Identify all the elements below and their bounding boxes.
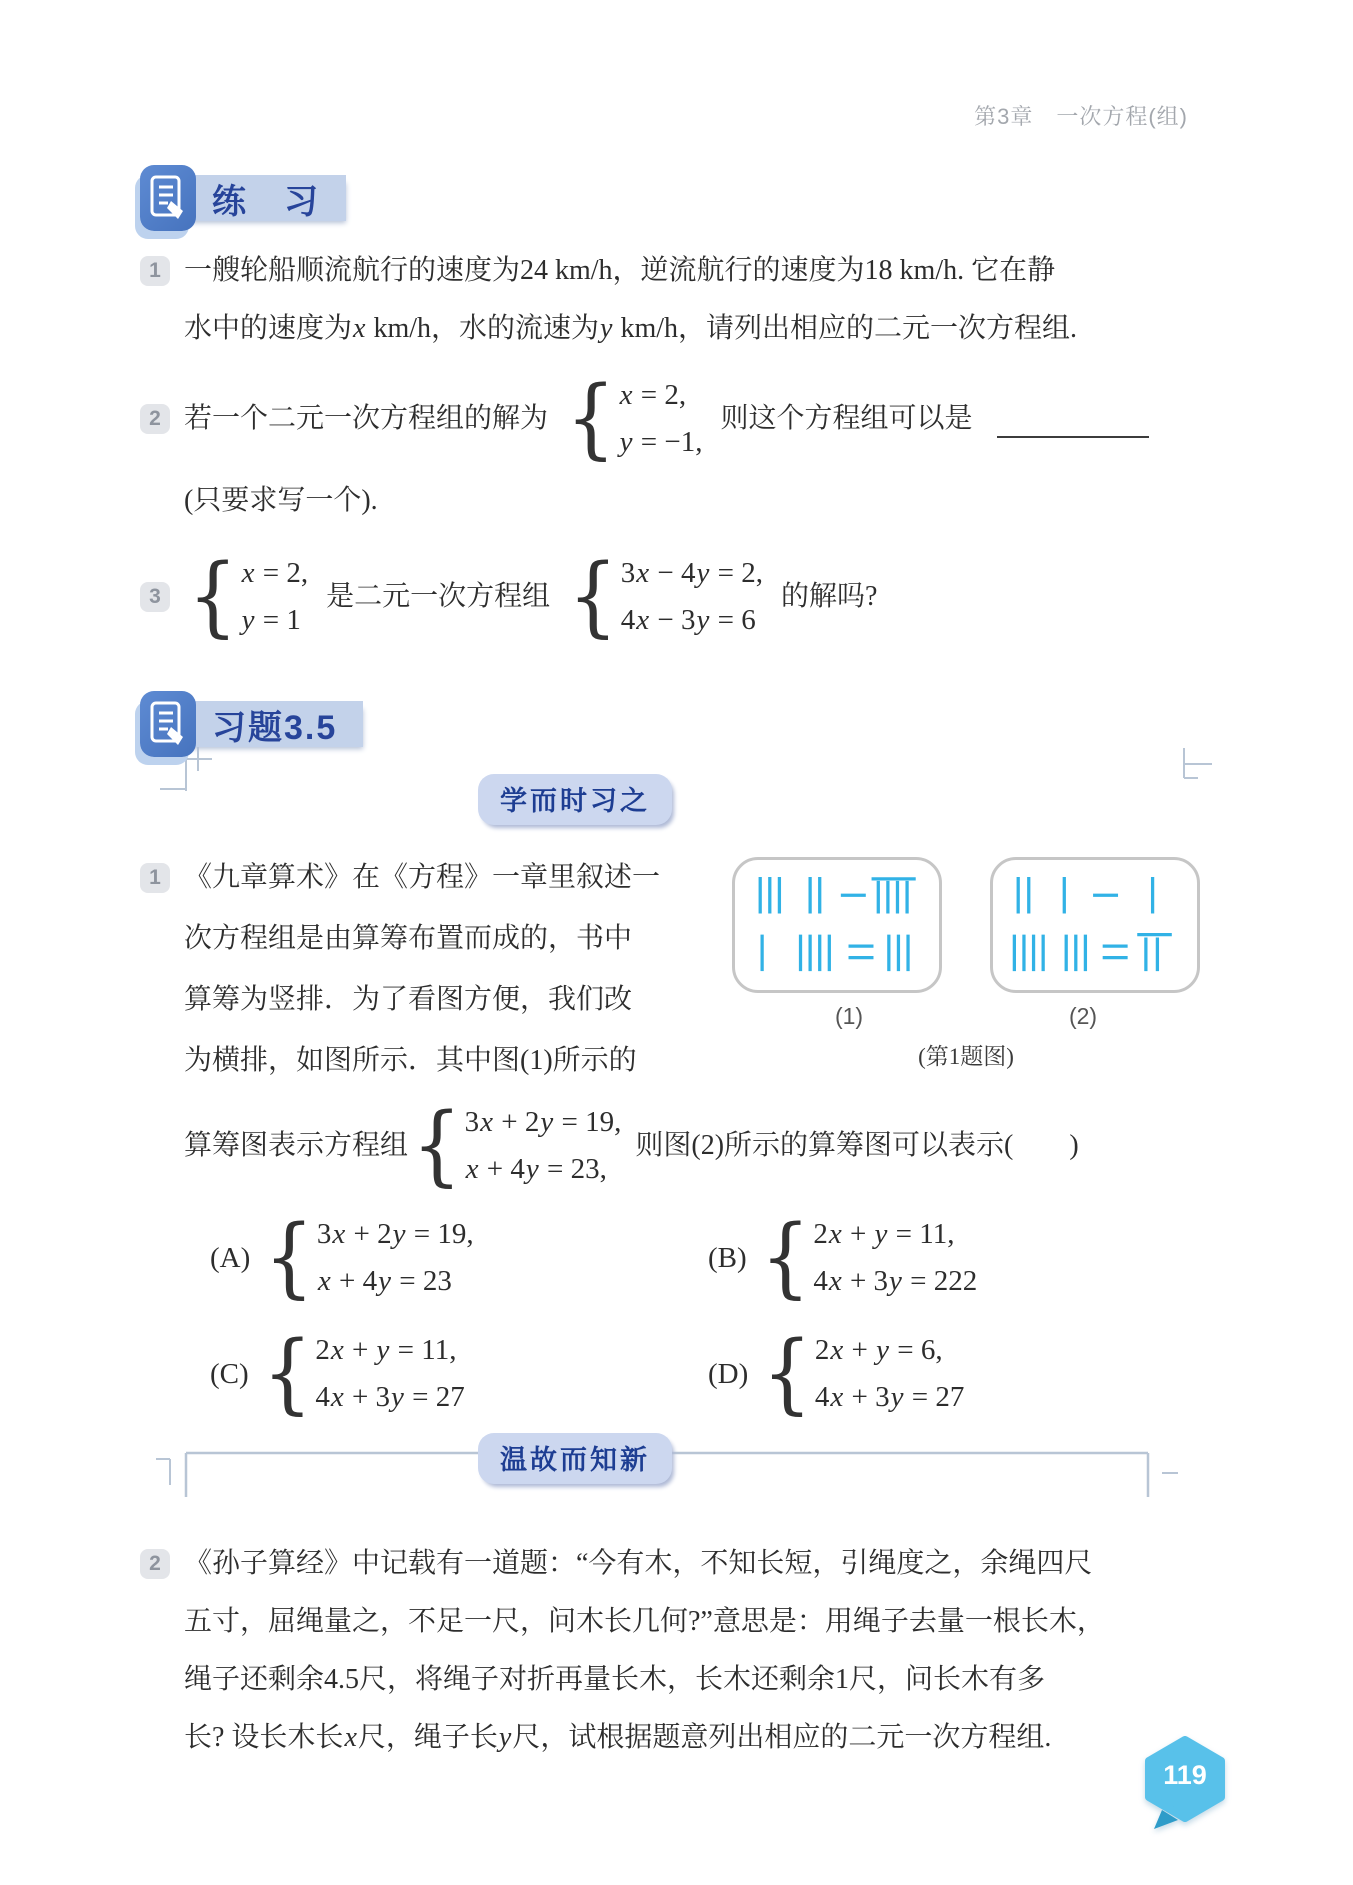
counting-rods-2-drawing (999, 869, 1191, 981)
equation-system (568, 546, 763, 648)
problem-text-line: 一艘轮船顺流航行的速度为24 km/h，逆流航行的速度为18 km/h. 它在静 (184, 255, 1056, 286)
option-label: (A) (210, 1241, 251, 1274)
problem-text: 是二元一次方程组 (326, 581, 551, 612)
equation-line: y = 1 (241, 604, 301, 636)
problem-equation-row (184, 1093, 1200, 1199)
problem-note: (只要求写一个). (184, 485, 378, 516)
banner-wengu-row (140, 1439, 1200, 1517)
equation-line: 2x + y = 6, (814, 1334, 943, 1366)
equation-line: x + 4y = 23 (317, 1265, 452, 1297)
problem-text-block (184, 1535, 1105, 1767)
problem-number: 1 (140, 256, 170, 286)
problem-number: 3 (140, 582, 170, 612)
equation-system (264, 1207, 474, 1309)
page-number-badge (1140, 1736, 1230, 1834)
problem-text-line: 五寸，屈绳量之，不足一尺，问木长几何?”意思是：用绳子去量一根长木， (184, 1606, 1105, 1637)
equation-line: 4x + 3y = 27 (814, 1381, 965, 1413)
brace: { (566, 368, 616, 470)
problem-text-line: 绳子还剩余4.5尺，将绳子对折再量长木，长木还剩余1尺，问长木有多 (184, 1664, 1046, 1695)
section-title-bar (180, 175, 346, 221)
problem-text: 则这个方程组可以是 (720, 403, 973, 434)
brace: { (760, 1207, 811, 1309)
section-title: 练 习 (212, 182, 320, 221)
equation-line: 4x + 3y = 27 (315, 1381, 465, 1413)
equation-line: x + 4y = 23, (465, 1153, 607, 1185)
problem-text: 算筹图表示方程组 (184, 1130, 409, 1161)
page-number: 119 (1163, 1760, 1207, 1790)
equation-line: 4x − 3y = 6 (620, 604, 756, 636)
section-title-bar (180, 701, 363, 747)
equation-line: 2x + y = 11, (813, 1218, 955, 1250)
problem-lianxi-2 (140, 366, 1200, 472)
counting-rods-figure-2 (990, 857, 1200, 993)
equation-line: 4x + 3y = 222 (813, 1265, 978, 1297)
section-heading-lianxi (140, 162, 1200, 234)
section-title: 习题3.5 (212, 708, 338, 747)
equation-system (262, 1323, 465, 1425)
equation-system (188, 546, 309, 648)
problem-text-line: 为横排，如图所示．其中图(1)所示的 (184, 1045, 637, 1076)
option-label: (D) (708, 1357, 749, 1390)
equation-system (566, 368, 703, 470)
option-A (210, 1205, 708, 1311)
equation-system (762, 1323, 965, 1425)
brace: { (762, 1323, 812, 1425)
figure-area (732, 847, 1200, 1091)
option-D (708, 1321, 1200, 1427)
problem-text-block (184, 847, 661, 1091)
problem-xiti-1 (140, 847, 1200, 1091)
problem-text: 的解吗? (781, 581, 878, 612)
equation-line: 3x − 4y = 2, (620, 557, 763, 589)
exercise-notebook-icon (140, 165, 196, 231)
equation-line: 3x + 2y = 19, (316, 1218, 474, 1250)
banner-row (45, 774, 1105, 825)
notebook-pencil-icon (150, 175, 186, 221)
section-heading-xiti (140, 688, 1200, 760)
problem-text-line: 《孙子算经》中记载有一道题：“今有木，不知长短，引绳度之，余绳四尺 (184, 1548, 1093, 1579)
problem-number: 1 (140, 863, 170, 893)
option-C (210, 1321, 708, 1427)
equation-system (412, 1095, 622, 1197)
banner-wenguerzhixin: 温故而知新 (478, 1433, 672, 1484)
problem-text-line: 次方程组是由算筹布置而成的，书中 (184, 923, 633, 954)
problem-text-line: 算筹为竖排．为了看图方便，我们改 (184, 984, 633, 1015)
problem-text-line: 《九章算术》在《方程》一章里叙述一 (184, 862, 661, 893)
counting-rods-1-drawing (741, 869, 933, 981)
exercise-notebook-icon (140, 691, 196, 757)
chapter-header: 第3章 一次方程(组) (974, 104, 1188, 129)
problem-number: 2 (140, 404, 170, 434)
brace: { (264, 1207, 314, 1309)
problem-number: 2 (140, 1549, 170, 1579)
problem-text: 则图(2)所示的算筹图可以表示( ) (635, 1130, 1079, 1161)
equation-line: y = −1, (619, 426, 703, 458)
equation-line: x = 2, (241, 557, 309, 589)
option-label: (C) (210, 1357, 249, 1390)
figure-caption: (第1题图) (918, 1044, 1014, 1069)
figure-2-label: (2) (1068, 1003, 1098, 1029)
brace: { (262, 1323, 313, 1425)
equation-line: 3x + 2y = 19, (464, 1106, 622, 1138)
option-B (708, 1205, 1200, 1311)
problem-lianxi-3 (140, 544, 1200, 650)
option-label: (B) (708, 1241, 747, 1274)
problem-text-line: 长? 设长木长x尺，绳子长y尺，试根据题意列出相应的二元一次方程组. (184, 1722, 1052, 1753)
figure-1-label: (1) (834, 1003, 864, 1029)
equation-system (760, 1207, 978, 1309)
counting-rods-figure-1 (732, 857, 942, 993)
brace: { (412, 1095, 462, 1197)
notebook-pencil-icon (150, 701, 186, 747)
brace: { (188, 546, 238, 648)
choice-options (210, 1205, 1200, 1427)
equation-line: 2x + y = 11, (315, 1334, 457, 1366)
page-content (140, 162, 1200, 1767)
problem-text-block (184, 242, 1077, 358)
problem-text: 若一个二元一次方程组的解为 (184, 403, 549, 434)
problem-lianxi-1 (140, 242, 1200, 358)
brace: { (568, 546, 618, 648)
banner-xueershixizhi: 学而时习之 (478, 774, 672, 825)
problem-xiti-2 (140, 1535, 1200, 1767)
problem-text-line: 水中的速度为x km/h，水的流速为y km/h，请列出相应的二元一次方程组. (184, 313, 1078, 344)
answer-blank (997, 432, 1149, 438)
equation-line: x = 2, (619, 379, 687, 411)
